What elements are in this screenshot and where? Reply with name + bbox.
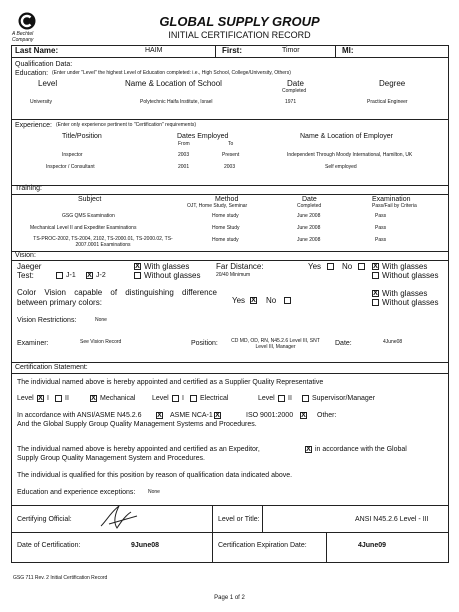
experience-note: (Enter only experience pertinent to "Certification" requirements) xyxy=(56,122,197,128)
color-yes-label: Yes xyxy=(232,296,246,305)
j2-checkbox[interactable]: X xyxy=(87,272,92,279)
exp-row-2-from: 2001 xyxy=(178,164,190,170)
exp-header-employer: Name & Location of Employer xyxy=(300,133,393,140)
edu-degree-value: Practical Engineer xyxy=(367,99,408,105)
company-title: GLOBAL SUPPLY GROUP xyxy=(159,14,320,29)
training-row-3-subject: TS-PROC-2002, TS-2004, 2102, TS-2000.01, TS-2000.02, TS-2007.0001 Examinations xyxy=(33,236,173,248)
mechanical-label: Mechanical xyxy=(100,395,136,402)
training-header-method-sub: OJT, Home Study, Seminar xyxy=(187,203,248,209)
last-name-value: HAIM xyxy=(145,47,163,54)
training-row-2-exam: Pass xyxy=(375,225,387,231)
page-number: Page 1 of 2 xyxy=(214,595,245,601)
color-yes-checkbox[interactable]: X xyxy=(251,297,256,304)
j1-label: J-1 xyxy=(66,272,76,279)
first-name-value: Timor xyxy=(282,47,300,54)
far-without-glasses-checkbox[interactable] xyxy=(372,272,379,279)
near-without-glasses-checkbox[interactable] xyxy=(134,272,141,279)
examiner-value: See Vision Record xyxy=(80,339,122,345)
accordance-label: In accordance with ANSI/ASME N45.2.6 xyxy=(17,412,142,419)
date-certification-value: 9June08 xyxy=(131,542,160,549)
color-no-checkbox[interactable] xyxy=(284,297,291,304)
expiration-label: Certification Expiration Date: xyxy=(218,542,307,549)
edu-date-value: 1971 xyxy=(285,99,297,105)
other-label: Other: xyxy=(317,412,337,419)
edu-header-school: Name & Location of School xyxy=(125,79,222,88)
level-title-value: ANSI N45.2.6 Level - III xyxy=(355,516,429,523)
jaeger-label: Jaeger xyxy=(17,262,42,271)
edu-header-level: Level xyxy=(38,79,58,88)
exp-row-1-employer: Independent Through Moody International, Hamilton, UK xyxy=(287,152,413,158)
near-with-glasses-checkbox[interactable]: X xyxy=(135,263,140,270)
iso-label: ISO 9001:2000 xyxy=(246,412,294,419)
training-row-2-method: Home Study xyxy=(212,225,240,231)
certification-title: Certification Statement: xyxy=(15,364,88,371)
training-title: Training: xyxy=(15,185,42,192)
logo-caption: A Bechtel Company xyxy=(12,31,34,43)
edu-header-date: Date xyxy=(287,79,304,88)
training-header-exam: Examination xyxy=(372,196,411,203)
mi-label: MI: xyxy=(342,46,354,55)
far-yes-label: Yes xyxy=(308,262,322,271)
color-without-glasses-checkbox[interactable] xyxy=(372,299,379,306)
examiner-label: Examiner: xyxy=(17,340,49,347)
level-label: Level xyxy=(17,395,34,402)
vision-restrictions-label: Vision Restrictions: xyxy=(17,317,77,324)
training-row-1-subject: GSG QMS Examination xyxy=(62,213,115,219)
training-row-3-exam: Pass xyxy=(375,237,387,243)
edu-header-degree: Degree xyxy=(379,79,406,88)
date-certification-label: Date of Certification: xyxy=(17,542,81,549)
level-ii-label: II xyxy=(65,395,69,402)
exp-header-dates: Dates Employed xyxy=(177,133,229,140)
far-no-label: No xyxy=(342,262,353,271)
edu-level-value: University xyxy=(30,99,52,105)
level-ii-label-2: II xyxy=(288,395,292,402)
j2-label: J-2 xyxy=(96,272,106,279)
level-label-2: Level xyxy=(152,395,169,402)
training-header-date: Date xyxy=(302,196,317,203)
expiration-value: 4June09 xyxy=(358,542,387,549)
vision-title: Vision: xyxy=(15,252,36,259)
near-with-glasses-label: With glasses xyxy=(144,262,190,271)
asme-checkbox[interactable]: X xyxy=(215,412,220,419)
color-with-glasses-checkbox[interactable]: X xyxy=(373,290,378,297)
far-without-glasses-label: Without glasses xyxy=(382,271,439,280)
record-title: INITIAL CERTIFICATION RECORD xyxy=(168,30,311,40)
exp-row-1-title: Inspector xyxy=(62,152,83,158)
iso-checkbox[interactable]: X xyxy=(301,412,306,419)
exp-row-2-title: Inspector / Consultant xyxy=(46,164,95,170)
test-label: Test: xyxy=(17,271,34,280)
signature-image xyxy=(97,502,143,532)
exp-header-title: Title/Position xyxy=(62,133,102,140)
exp-row-2-to: 2003 xyxy=(224,164,236,170)
far-no-checkbox[interactable] xyxy=(358,263,365,270)
certifying-official-label: Certifying Official: xyxy=(17,516,72,523)
level-title-label: Level or Title: xyxy=(218,516,260,523)
training-row-2-subject: Mechanical Level II and Expediter Examinations xyxy=(30,225,137,231)
color-vision-text: Color Vision capable of distinguishing difference between primary colors: xyxy=(17,288,217,307)
last-name-label: Last Name: xyxy=(15,46,59,55)
far-yes-checkbox[interactable] xyxy=(327,263,334,270)
exp-row-1-from: 2003 xyxy=(178,152,190,158)
exceptions-label: Education and experience exceptions: xyxy=(17,489,136,496)
and-the-text: And the Global Supply Group Quality Management Systems and Procedures. xyxy=(17,421,257,428)
edu-school-value: Polytechnic Haifa Institute, Israel xyxy=(140,99,213,105)
vision-date-value: 4June08 xyxy=(383,339,403,345)
position-value: CD MD, OD, RN, N45.2.6 Level III, SNT Level III, Manager xyxy=(231,338,320,350)
j1-checkbox[interactable] xyxy=(56,272,63,279)
form-id: GSG 711 Rev. 2 Initial Certification Record xyxy=(13,575,108,581)
supervisor-checkbox[interactable] xyxy=(302,395,309,402)
level-i-label: I xyxy=(47,395,49,402)
position-label: Position: xyxy=(191,340,218,347)
far-distance-label: Far Distance: xyxy=(216,262,264,271)
first-name-label: First: xyxy=(222,46,242,55)
color-with-glasses-label: With glasses xyxy=(382,289,428,298)
level-ii-checkbox[interactable] xyxy=(55,395,62,402)
near-without-glasses-label: Without glasses xyxy=(144,271,201,280)
level-ii-checkbox-2[interactable] xyxy=(278,395,285,402)
training-header-date-sub: Completed xyxy=(297,203,322,209)
asme-label: ASME NCA-1 xyxy=(170,412,213,419)
far-with-glasses-checkbox[interactable]: X xyxy=(373,263,378,270)
exp-header-to: To xyxy=(228,141,234,147)
exceptions-value: None xyxy=(148,489,160,495)
training-header-exam-sub: Pass/Fail by Criteria xyxy=(372,203,417,209)
training-row-3-date: June 2008 xyxy=(297,237,321,243)
expediter-line1: The individual named above is hereby appointed and certified as an Expeditor, xyxy=(17,446,260,453)
electrical-checkbox[interactable] xyxy=(190,395,197,402)
training-row-1-exam: Pass xyxy=(375,213,387,219)
training-header-method: Method xyxy=(215,196,239,203)
mechanical-checkbox[interactable]: X xyxy=(91,395,96,402)
training-header-subject: Subject xyxy=(78,196,102,203)
far-distance-sub: 20/40 Minimum xyxy=(216,272,251,278)
exp-row-2-employer: Self employed xyxy=(325,164,357,170)
level-i-checkbox[interactable]: X xyxy=(38,395,43,402)
level-i-label-2: I xyxy=(182,395,184,402)
education-note: (Enter under "Level" the highest Level of Education completed: i.e., High School, College/University, Others) xyxy=(52,70,291,76)
qualification-title: Qualification Data: xyxy=(15,61,73,68)
edu-header-date-sub: Completed xyxy=(282,88,307,94)
electrical-label: Electrical xyxy=(200,395,229,402)
supervisor-label: Supervisor/Manager xyxy=(312,395,376,402)
training-row-1-method: Home study xyxy=(212,213,239,219)
exp-row-1-to: Present xyxy=(222,152,240,158)
qualified-line: The individual is qualified for this position by reason of qualification data indicated above. xyxy=(17,472,293,479)
certification-line1: The individual named above is hereby appointed and certified as a Supplier Quality Representative xyxy=(17,379,324,386)
level-label-3: Level xyxy=(258,395,275,402)
exp-header-from: From xyxy=(178,141,190,147)
education-label: Education: xyxy=(15,70,49,77)
training-row-1-date: June 2008 xyxy=(297,213,321,219)
experience-title: Experience: xyxy=(15,122,52,129)
vision-date-label: Date: xyxy=(335,340,352,347)
training-row-2-date: June 2008 xyxy=(297,225,321,231)
expediter-line3: Supply Group Quality Management System and Procedures. xyxy=(17,455,205,462)
vision-restrictions-value: None xyxy=(95,317,107,323)
training-row-3-method: Home study xyxy=(212,237,239,243)
expediter-line2: in accordance with the Global xyxy=(315,446,407,453)
expediter-checkbox[interactable]: X xyxy=(306,446,311,453)
ansi-checkbox[interactable]: X xyxy=(157,412,162,419)
far-with-glasses-label: With glasses xyxy=(382,262,428,271)
color-no-label: No xyxy=(266,296,277,305)
color-without-glasses-label: Without glasses xyxy=(382,298,439,307)
level-i-checkbox-2[interactable] xyxy=(172,395,179,402)
